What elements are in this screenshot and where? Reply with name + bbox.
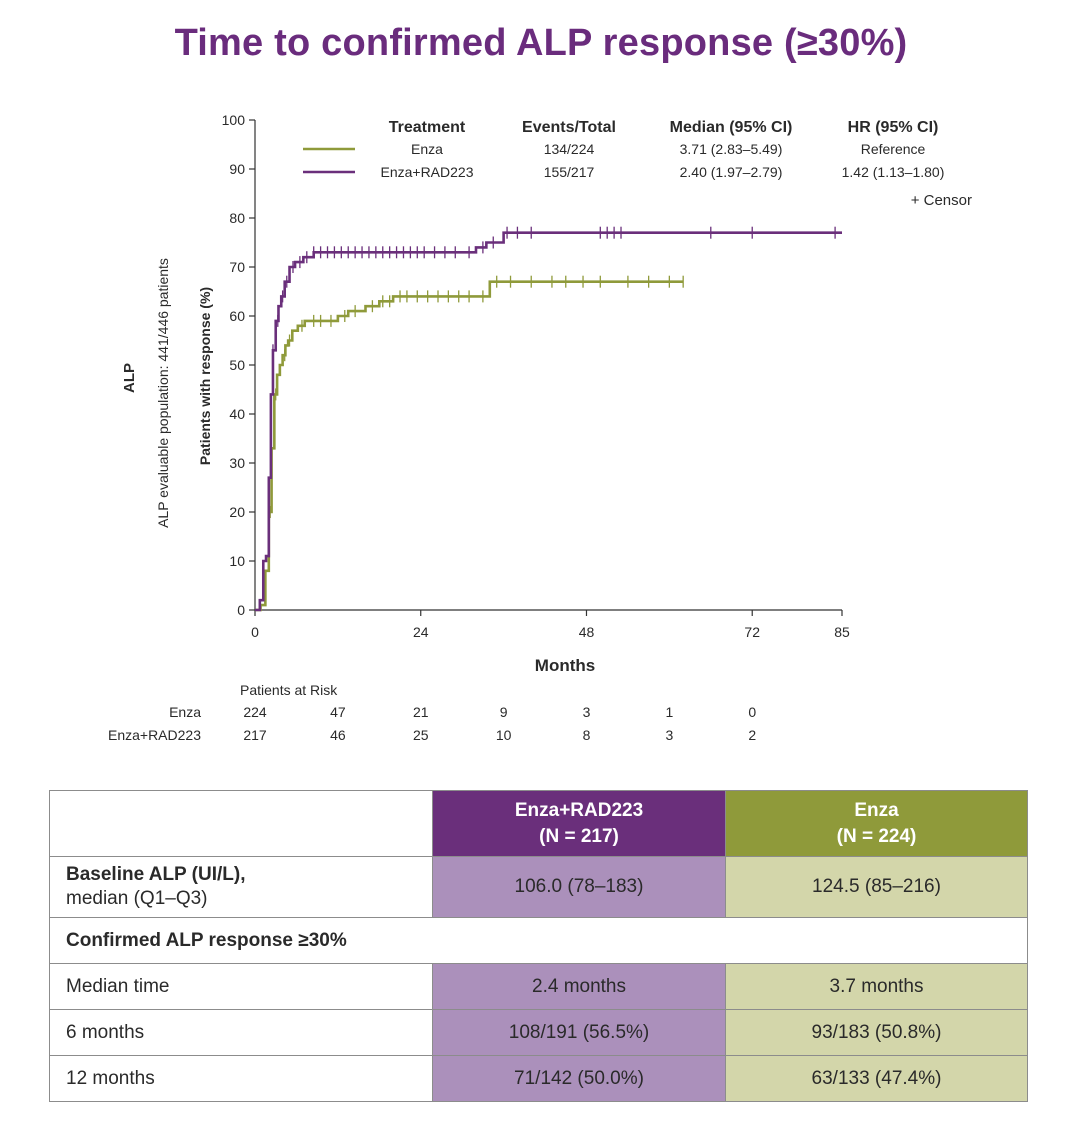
legend-events-enza: 134/224: [543, 141, 595, 157]
risk-value-enza-rad223: 3: [665, 727, 674, 743]
risk-value-enza: 21: [412, 704, 429, 720]
risk-row-label-enza: Enza: [169, 704, 201, 720]
y-tick-label: 0: [237, 602, 245, 618]
y-tick-label: 60: [229, 308, 245, 324]
axes: [255, 120, 842, 610]
summary-row-label: 12 months: [50, 1056, 433, 1102]
summary-row-enza: 93/183 (50.8%): [726, 1010, 1028, 1056]
x-tick-label: 85: [834, 624, 850, 640]
risk-value-enza: 3: [582, 704, 591, 720]
summary-section-row: [50, 918, 1028, 964]
summary-row-rad: 108/191 (56.5%): [433, 1010, 726, 1056]
header-enza-name: Enza: [854, 799, 899, 821]
risk-value-enza: 9: [499, 704, 508, 720]
summary-section-label: Confirmed ALP response ≥30%: [50, 918, 1028, 964]
risk-row-label-enza-rad223: Enza+RAD223: [107, 727, 201, 743]
risk-value-enza: 1: [665, 704, 674, 720]
y-tick-label: 30: [229, 455, 245, 471]
y-tick-label: 90: [229, 161, 245, 177]
risk-table-title: Patients at Risk: [240, 682, 338, 698]
summary-row: [50, 964, 1028, 1010]
legend-events-enza-rad223: 155/217: [543, 164, 595, 180]
side-label: ALP: [121, 363, 138, 393]
summary-row-baseline: [50, 857, 1028, 918]
y-tick-label: 50: [229, 357, 245, 373]
legend-median-enza: 3.71 (2.83–5.49): [679, 141, 783, 157]
summary-row-label: Median time: [50, 964, 433, 1010]
summary-header-row: [50, 791, 1028, 857]
risk-value-enza-rad223: 2: [748, 727, 757, 743]
x-tick-label: 48: [578, 624, 595, 640]
x-tick-label: 72: [744, 624, 761, 640]
summary-row: [50, 1056, 1028, 1102]
summary-table: [49, 790, 1028, 1102]
y-tick-label: 10: [229, 553, 245, 569]
x-tick-label: 0: [251, 624, 259, 640]
baseline-label-rest: median (Q1–Q3): [66, 888, 208, 909]
summary-header-enza: [726, 791, 1028, 857]
legend-header-median: Median (95% CI): [669, 119, 793, 136]
risk-value-enza: 47: [330, 704, 346, 720]
y-axis-label: Patients with response (%): [197, 286, 213, 466]
baseline-enza: 124.5 (85–216): [726, 857, 1028, 918]
legend-hr-enza-rad223: 1.42 (1.13–1.80): [841, 164, 945, 180]
legend-header-events: Events/Total: [522, 119, 616, 136]
y-tick-label: 100: [221, 112, 245, 128]
summary-row-enza: 3.7 months: [726, 964, 1028, 1010]
y-tick-label: 80: [229, 210, 245, 226]
header-rad-n: (N = 217): [539, 825, 619, 847]
risk-value-enza: 0: [748, 704, 757, 720]
summary-row: [50, 1010, 1028, 1056]
legend-header-hr: HR (95% CI): [847, 119, 939, 136]
legend-treatment-enza: Enza: [411, 141, 443, 157]
risk-value-enza: 224: [243, 704, 267, 720]
header-enza-n: (N = 224): [836, 825, 917, 847]
y-tick-label: 40: [229, 406, 245, 422]
header-rad-name: Enza+RAD223: [514, 799, 644, 821]
summary-header-enza-rad223: [433, 791, 726, 857]
risk-value-enza-rad223: 25: [412, 727, 429, 743]
x-axis-label: Months: [534, 656, 596, 675]
baseline-label-bold: Baseline ALP (UI/L),: [66, 864, 246, 885]
y-tick-label: 70: [229, 259, 245, 275]
baseline-label: [50, 857, 433, 918]
baseline-rad: 106.0 (78–183): [433, 857, 726, 918]
summary-row-label: 6 months: [50, 1010, 433, 1056]
legend-treatment-enza-rad223: Enza+RAD223: [380, 164, 474, 180]
x-tick-label: 24: [412, 624, 429, 640]
y-tick-label: 20: [229, 504, 245, 520]
series-line-enza-rad223: [255, 233, 842, 610]
summary-row-enza: 63/133 (47.4%): [726, 1056, 1028, 1102]
legend-header-treatment: Treatment: [388, 119, 466, 136]
risk-value-enza-rad223: 10: [495, 727, 512, 743]
risk-value-enza-rad223: 46: [330, 727, 346, 743]
summary-header-blank: [50, 791, 433, 857]
page-title: Time to confirmed ALP response (≥30%): [174, 22, 908, 64]
legend: [303, 119, 972, 209]
risk-value-enza-rad223: 217: [243, 727, 267, 743]
legend-hr-enza: Reference: [860, 141, 926, 157]
risk-value-enza-rad223: 8: [582, 727, 591, 743]
legend-median-enza-rad223: 2.40 (1.97–2.79): [679, 164, 783, 180]
legend-censor: + Censor: [910, 192, 972, 209]
series-line-enza: [255, 282, 683, 610]
population-label: ALP evaluable population: 441/446 patients: [155, 258, 171, 528]
summary-row-rad: 71/142 (50.0%): [433, 1056, 726, 1102]
summary-row-rad: 2.4 months: [433, 964, 726, 1010]
